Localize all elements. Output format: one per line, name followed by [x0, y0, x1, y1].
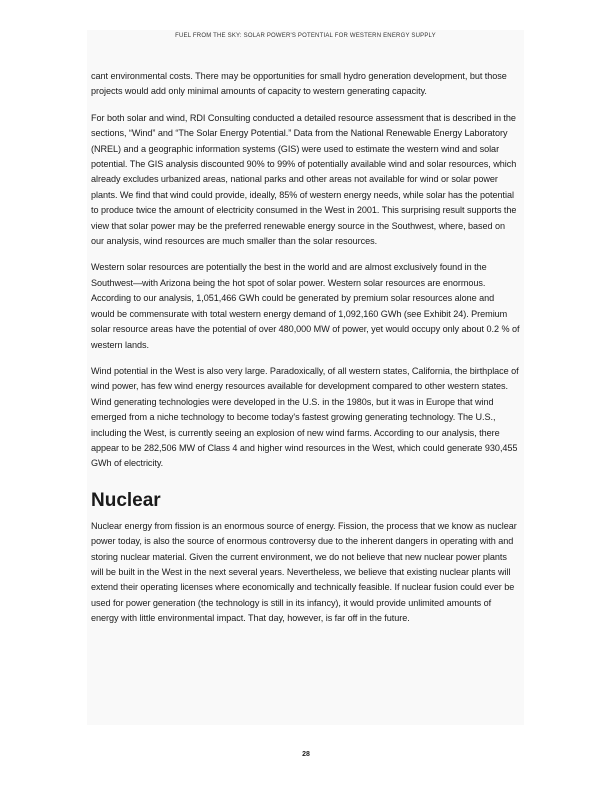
paragraph-resource-assessment: For both solar and wind, RDI Consulting conducted a detailed resource assessment that is described in the sections, “Wind” and “The Solar Energy Potential.” Data from the National Renewable Energy Laboratory (NREL) and a geographic information systems (GIS) were used to estimate the western wind and solar potential. The GIS analysis discounted 90% to 99% of potentially available wind and solar resources, which already excludes urbanized areas, national parks and other areas not available for wind or solar power plants. We find that wind could provide, ideally, 85% of western energy needs, while solar has the potential to produce twice the amount of electricity consumed in the West in 2001. This surprising result supports the view that solar power may be the preferred renewable energy source in the Southwest, where, based on our analysis, wind resources are much smaller than the solar resources.	[91, 112, 517, 247]
paragraph-nuclear: Nuclear energy from fission is an enormous source of energy. Fission, the process that we know as nuclear power today, is also the source of enormous controversy due to the inherent dangers in operating with and storing nuclear material. Given the current environment, we do not believe that new nuclear power plants will be built in the West in the next several years. Nevertheless, we believe that existing nuclear plants will extend their operating licenses where economically and technically feasible. If nuclear fusion could ever be used for power generation (the technology is still in its infancy), it would provide unlimited amounts of energy with little environmental impact. That day, however, is far off in the future.	[91, 520, 517, 624]
page-number: 28	[302, 751, 310, 758]
page-content	[91, 69, 520, 638]
paragraph-wind-potential: Wind potential in the West is also very large. Paradoxically, of all western states, California, the birthplace of wind power, has few wind energy resources available for development compared to other western states. Wind generating technologies were developed in the U.S. in the 1980s, but it was in Europe that wind emerged from a niche technology to become today's fastest growing generating technology. The U.S., including the West, is currently seeing an explosion of new wind farms. According to our analysis, there appear to be 282,506 MW of Class 4 and higher wind resources in the West, which could generate 930,455 GWh of electricity.	[91, 365, 519, 469]
paragraph-solar-resources: Western solar resources are potentially the best in the world and are almost exclusively found in the Southwest—with Arizona being the hot spot of solar power. Western solar resources are enormous. According to our analysis, 1,051,466 GWh could be generated by premium solar resources alone and would be commensurate with total western energy demand of 1,092,160 GWh (see Exhibit 24). Premium solar resource areas have the potential of over 480,000 MW of power, yet would occupy only about 0.2 % of western lands.	[91, 262, 520, 350]
running-head: FUEL FROM THE SKY: SOLAR POWER'S POTENTIAL FOR WESTERN ENERGY SUPPLY	[175, 33, 436, 39]
section-heading-nuclear: Nuclear	[91, 489, 161, 511]
paragraph-hydro-continuation: cant environmental costs. There may be opportunities for small hydro generation development, but those projects would add only minimal amounts of capacity to western generating capacity.	[91, 71, 507, 97]
